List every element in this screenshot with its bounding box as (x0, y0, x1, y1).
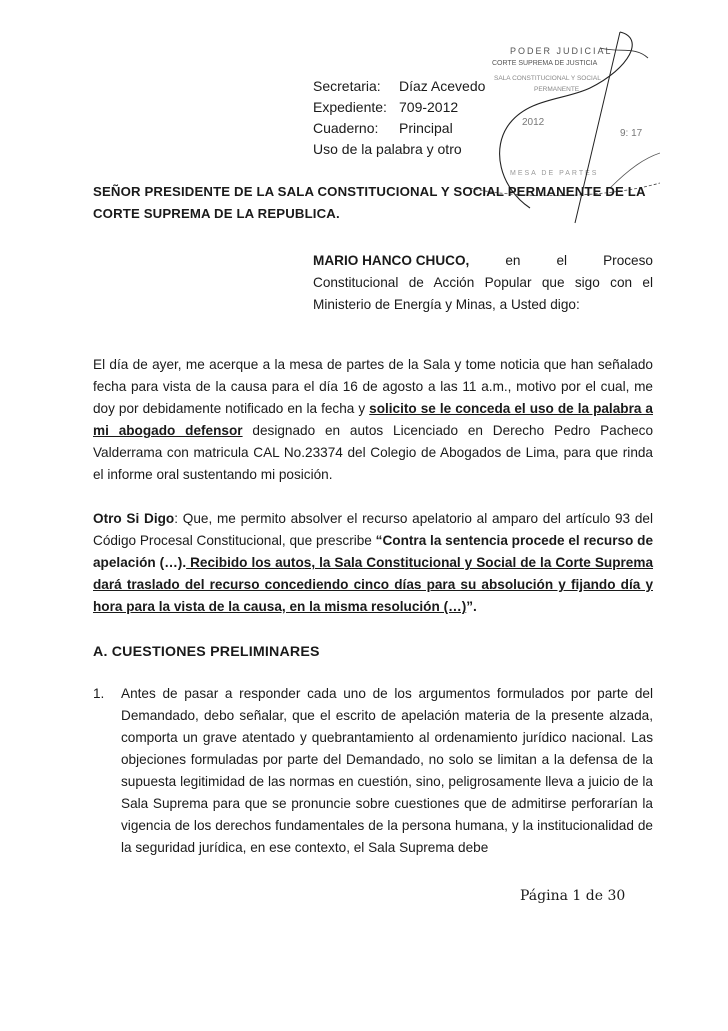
cuaderno-row (313, 118, 485, 139)
p1-emphasis: solicito se le conceda el uso de la palabra a mi abogado defensor (93, 401, 653, 438)
otrosi-quote-bold: “Contra la sentencia procede el recurso de apelación (…). (93, 533, 653, 570)
item-1-text: Antes de pasar a responder cada uno de los argumentos formulados por parte del Demandado, debo señalar, que el escrito de apelación materia de la presente alzada, comporta un grave atentado y quebrantamiento al ordenamiento jurídico nacional. Las objeciones formuladas por parte del Demandado, no solo se limitan a la defensa de la supuesta legitimidad de las normas en cuestión, sino, peligrosamente lleva a juicio de la Sala Suprema para que se pronuncie sobre cuestiones que de admitirse perforarían la vigencia de los derechos fundamentales de la persona humana, y la institucionalidad de la seguridad jurídica, en ese contexto, el Sala Suprema debe (121, 686, 653, 855)
intro-word-2: el (556, 253, 568, 268)
stamp-time: 9: 17 (620, 128, 643, 139)
otrosi-quote-end: ”. (466, 599, 477, 614)
secretaria-row (313, 76, 485, 97)
cuaderno-value: Principal (399, 120, 453, 136)
secretaria-label: Secretaria: (313, 78, 381, 94)
sumilla: Uso de la palabra y otro (313, 141, 462, 157)
otrosi-lead: Otro Si Digo (93, 511, 175, 526)
cuaderno-label: Cuaderno: (313, 120, 379, 136)
intro-rest: Constitucional de Acción Popular que sigo con el Ministerio de Energía y Minas, a Usted digo: (313, 275, 653, 312)
otrosi-text: : Que, me permito absolver el recurso apelatorio al amparo del artículo 93 del Código Procesal Constitucional, que prescribe (93, 511, 653, 548)
stamp-partes: MESA DE PARTES (510, 170, 599, 177)
expediente-row (313, 97, 485, 118)
p1-rest: designado en autos Licenciado en Derecho Pedro Pacheco Valderrama con matricula CAL No.23374 del Colegio de Abogados de Lima, para que rinda el informe oral sustentando mi posición. (93, 423, 654, 482)
intro-word-3: Proceso (603, 253, 653, 268)
stamp-line-2: CORTE SUPREMA DE JUSTICIA (492, 60, 598, 67)
secretaria-value: Díaz Acevedo (399, 78, 486, 94)
section-a-title: A. CUESTIONES PRELIMINARES (93, 644, 320, 660)
paragraph-1 (93, 354, 653, 486)
paragraph-otrosi (93, 508, 653, 618)
expediente-label: Expediente: (313, 99, 387, 115)
intro-paragraph (313, 250, 653, 316)
stamp-line-3: SALA CONSTITUCIONAL Y SOCIAL (494, 75, 601, 82)
stamp-line-4: PERMANENTE (534, 86, 580, 93)
sumilla-row (313, 139, 485, 160)
expediente-value: 709-2012 (399, 99, 459, 115)
case-metadata (313, 76, 485, 160)
intro-word-1: en (505, 253, 521, 268)
petitioner-name: MARIO HANCO CHUCO, (313, 253, 470, 268)
p1-text: El día de ayer, me acerque a la mesa de partes de la Sala y tome noticia que han señalado fecha para vista de la causa para el día 16 de agosto a las 11 a.m., motivo por el cual, me doy por debidamente notificado en la fecha y (93, 357, 653, 416)
stamp-line-1: PODER JUDICIAL (510, 46, 613, 56)
intro-first-line (313, 250, 653, 272)
addressee-heading: SEÑOR PRESIDENTE DE LA SALA CONSTITUCIONAL Y SOCIAL PERMANENTE DE LA CORTE SUPREMA DE LA REPUBLICA. (93, 184, 646, 221)
item-1-number: 1. (93, 686, 105, 701)
otrosi-quote-underlined: Recibido los autos, la Sala Constitucional y Social de la Corte Suprema dará traslado del recurso concediendo cinco días para su absolución y fijando día y hora para la vista de la causa, en la misma resolución (…) (93, 555, 654, 614)
stamp-date: 2012 (522, 117, 545, 128)
page-number: Página 1 de 30 (520, 888, 626, 904)
